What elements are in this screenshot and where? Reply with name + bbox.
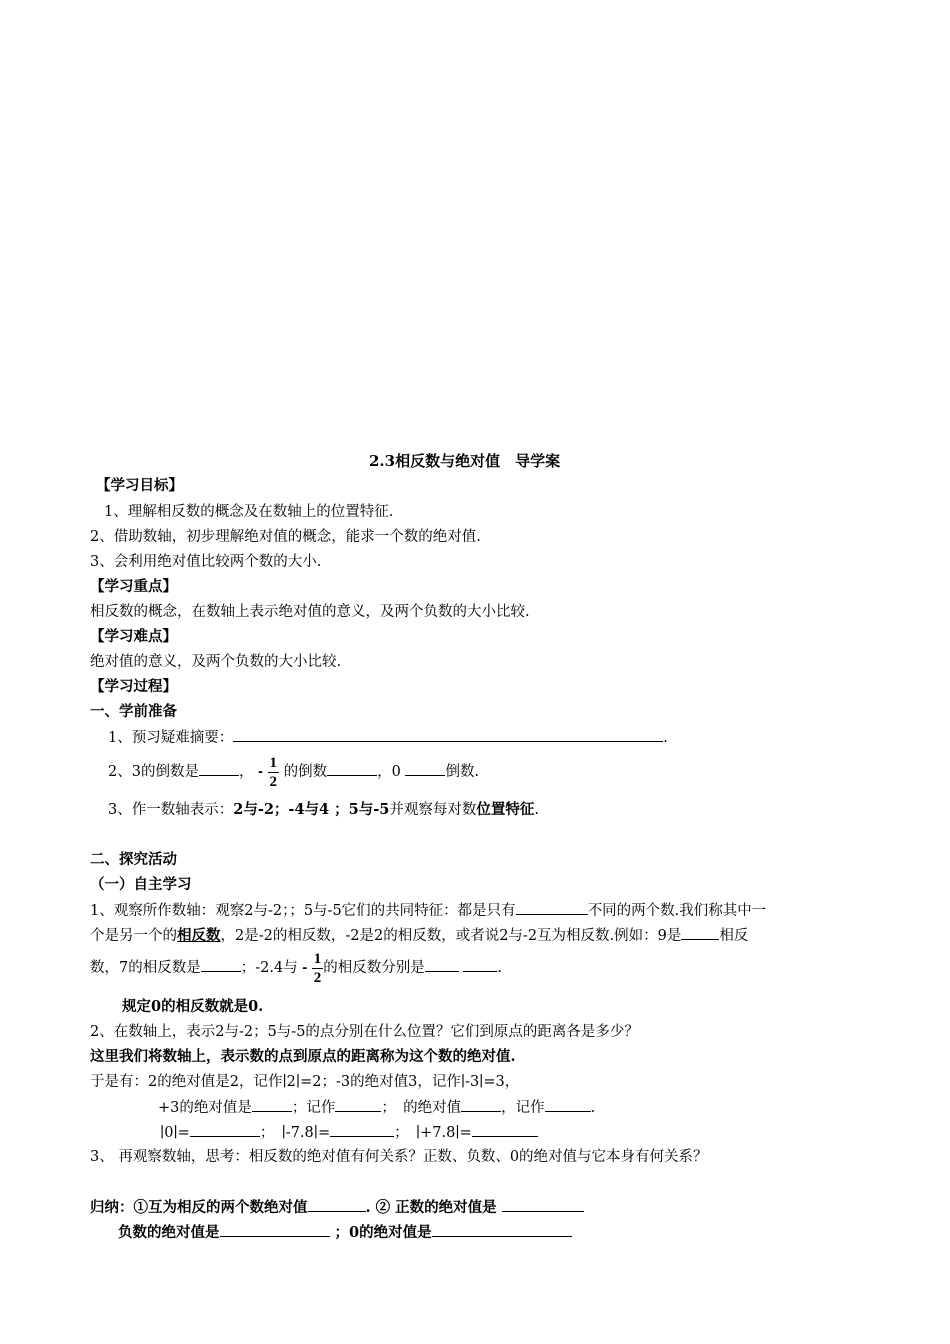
explore-text: ； 的绝对值 bbox=[381, 1100, 462, 1116]
explore-text: ；-2.4与 bbox=[240, 960, 298, 976]
explore-text: 数，7的相反数是 bbox=[90, 960, 201, 976]
explore-text: ∣0∣= bbox=[160, 1125, 190, 1141]
summary-line-2 bbox=[118, 1222, 572, 1243]
prep-q3-text: 并观察每对数 bbox=[389, 802, 477, 818]
fraction-numerator: 1 bbox=[313, 950, 322, 967]
blank bbox=[327, 761, 377, 776]
explore-text: 1、观察所作数轴：观察2与-2；；5与-5它们的共同特征：都是只有 bbox=[90, 903, 516, 919]
blank bbox=[233, 727, 663, 742]
absolute-value-example-3 bbox=[160, 1122, 538, 1143]
prep-q3-text: . bbox=[534, 802, 539, 818]
difficulties-text: 绝对值的意义，及两个负数的大小比较. bbox=[90, 654, 342, 670]
prep-q1-end: . bbox=[663, 730, 668, 746]
prep-q3-pairs: 2与-2；-4与4 ；5与-5 bbox=[233, 801, 390, 818]
objectives-heading: 【学习目标】 bbox=[96, 477, 183, 494]
objective-item-2: 2、借助数轴，初步理解绝对值的概念，能求一个数的绝对值. bbox=[90, 529, 481, 545]
prep-q2-text: 的倒数 bbox=[283, 764, 328, 780]
absolute-value-example-1: 于是有：2的绝对值是2，记作∣2∣=2；-3的绝对值3，记作∣-3∣=3， bbox=[90, 1074, 520, 1090]
blank bbox=[425, 957, 459, 972]
explore-text: ；记作 bbox=[291, 1100, 336, 1116]
prep-question-1 bbox=[108, 727, 668, 748]
fraction-half bbox=[312, 950, 324, 987]
explore-paragraph-1-line-1 bbox=[90, 900, 766, 921]
explore-text: +3的绝对值是 bbox=[158, 1100, 252, 1116]
blank bbox=[461, 1097, 501, 1112]
explore-text: . bbox=[497, 960, 502, 976]
explore-text: . bbox=[590, 1100, 596, 1116]
explore-paragraph-1-line-3 bbox=[90, 948, 502, 988]
prep-q1-label: 1、预习疑难摘要： bbox=[108, 730, 234, 746]
blank bbox=[335, 1097, 381, 1112]
blank bbox=[472, 1122, 538, 1137]
explore-heading: 二、探究活动 bbox=[90, 851, 177, 868]
blank bbox=[405, 761, 445, 776]
prep-q2-text: 倒数. bbox=[445, 764, 480, 780]
blank bbox=[201, 957, 241, 972]
blank bbox=[545, 1097, 591, 1112]
term-opposite-number: 相反数 bbox=[177, 927, 221, 944]
explore-sub-heading: （一）自主学习 bbox=[90, 876, 192, 893]
prep-q3-text: 3、作一数轴表示： bbox=[108, 802, 234, 818]
blank bbox=[463, 957, 497, 972]
zero-opposite-rule: 规定0的相反数就是0. bbox=[122, 998, 264, 1015]
prep-q2-text: 2、3的倒数是 bbox=[108, 764, 199, 780]
blank bbox=[220, 1222, 330, 1237]
explore-text: ，2是-2的相反数，-2是2的相反数，或者说2与-2互为相反数.例如：9是 bbox=[220, 928, 682, 944]
objective-item-3: 3、会利用绝对值比较两个数的大小. bbox=[90, 554, 322, 570]
prep-question-3 bbox=[108, 800, 539, 820]
blank bbox=[432, 1222, 572, 1237]
blank bbox=[199, 761, 239, 776]
explore-paragraph-2: 2、在数轴上，表示2与-2；5与-5的点分别在什么位置？它们到原点的距离各是多少？ bbox=[90, 1024, 639, 1040]
blank bbox=[308, 1197, 366, 1212]
key-points-heading: 【学习重点】 bbox=[90, 578, 177, 595]
explore-text: 的相反数分别是 bbox=[323, 960, 425, 976]
explore-text: 不同的两个数.我们称其中一 bbox=[587, 903, 767, 919]
fraction-sign: - bbox=[302, 960, 308, 976]
absolute-value-example-2 bbox=[158, 1097, 595, 1118]
blank bbox=[190, 1122, 260, 1137]
explore-paragraph-3: 3、 再观察数轴，思考：相反数的绝对值有何关系？正数、负数、0的绝对值与它本身有何关系？ bbox=[90, 1149, 708, 1165]
prep-q2-text: ， bbox=[238, 764, 254, 780]
explore-paragraph-1-line-2 bbox=[90, 925, 748, 946]
explore-text: ； ∣+7.8∣= bbox=[394, 1125, 472, 1141]
fraction-half bbox=[268, 754, 280, 791]
fraction-numerator: 1 bbox=[269, 754, 278, 771]
prep-q3-emphasis: 位置特征 bbox=[476, 801, 535, 818]
explore-text: ，记作 bbox=[501, 1100, 545, 1116]
absolute-value-definition: 这里我们将数轴上，表示数的点到原点的距离称为这个数的绝对值. bbox=[90, 1048, 516, 1065]
blank bbox=[516, 900, 588, 915]
prep-question-2 bbox=[108, 752, 479, 792]
difficulties-heading: 【学习难点】 bbox=[90, 628, 177, 645]
explore-text: 相反 bbox=[719, 928, 749, 944]
key-points-text: 相反数的概念，在数轴上表示绝对值的意义，及两个负数的大小比较. bbox=[90, 604, 530, 620]
blank bbox=[502, 1197, 584, 1212]
explore-text: ； ∣-7.8∣= bbox=[259, 1125, 331, 1141]
summary-text: 归纳：①互为相反的两个数绝对值 bbox=[90, 1199, 308, 1216]
process-heading: 【学习过程】 bbox=[90, 678, 177, 695]
summary-text: 负数的绝对值是 bbox=[118, 1224, 220, 1241]
fraction-sign: - bbox=[258, 764, 263, 780]
prep-heading: 一、学前准备 bbox=[90, 703, 177, 720]
blank bbox=[681, 925, 719, 940]
fraction-denominator: 2 bbox=[269, 773, 278, 790]
prep-q2-text: ，0 bbox=[377, 764, 406, 780]
page-title: 2.3相反数与绝对值 导学案 bbox=[369, 452, 561, 470]
blank bbox=[252, 1097, 292, 1112]
explore-text: 个是另一个的 bbox=[90, 928, 177, 944]
summary-line-1 bbox=[90, 1197, 584, 1218]
blank bbox=[330, 1122, 394, 1137]
summary-text: . ② 正数的绝对值是 bbox=[365, 1199, 502, 1216]
summary-text: ；0的绝对值是 bbox=[329, 1224, 432, 1241]
fraction-denominator: 2 bbox=[313, 969, 322, 986]
objective-item-1: 1、理解相反数的概念及在数轴上的位置特征. bbox=[104, 504, 394, 520]
